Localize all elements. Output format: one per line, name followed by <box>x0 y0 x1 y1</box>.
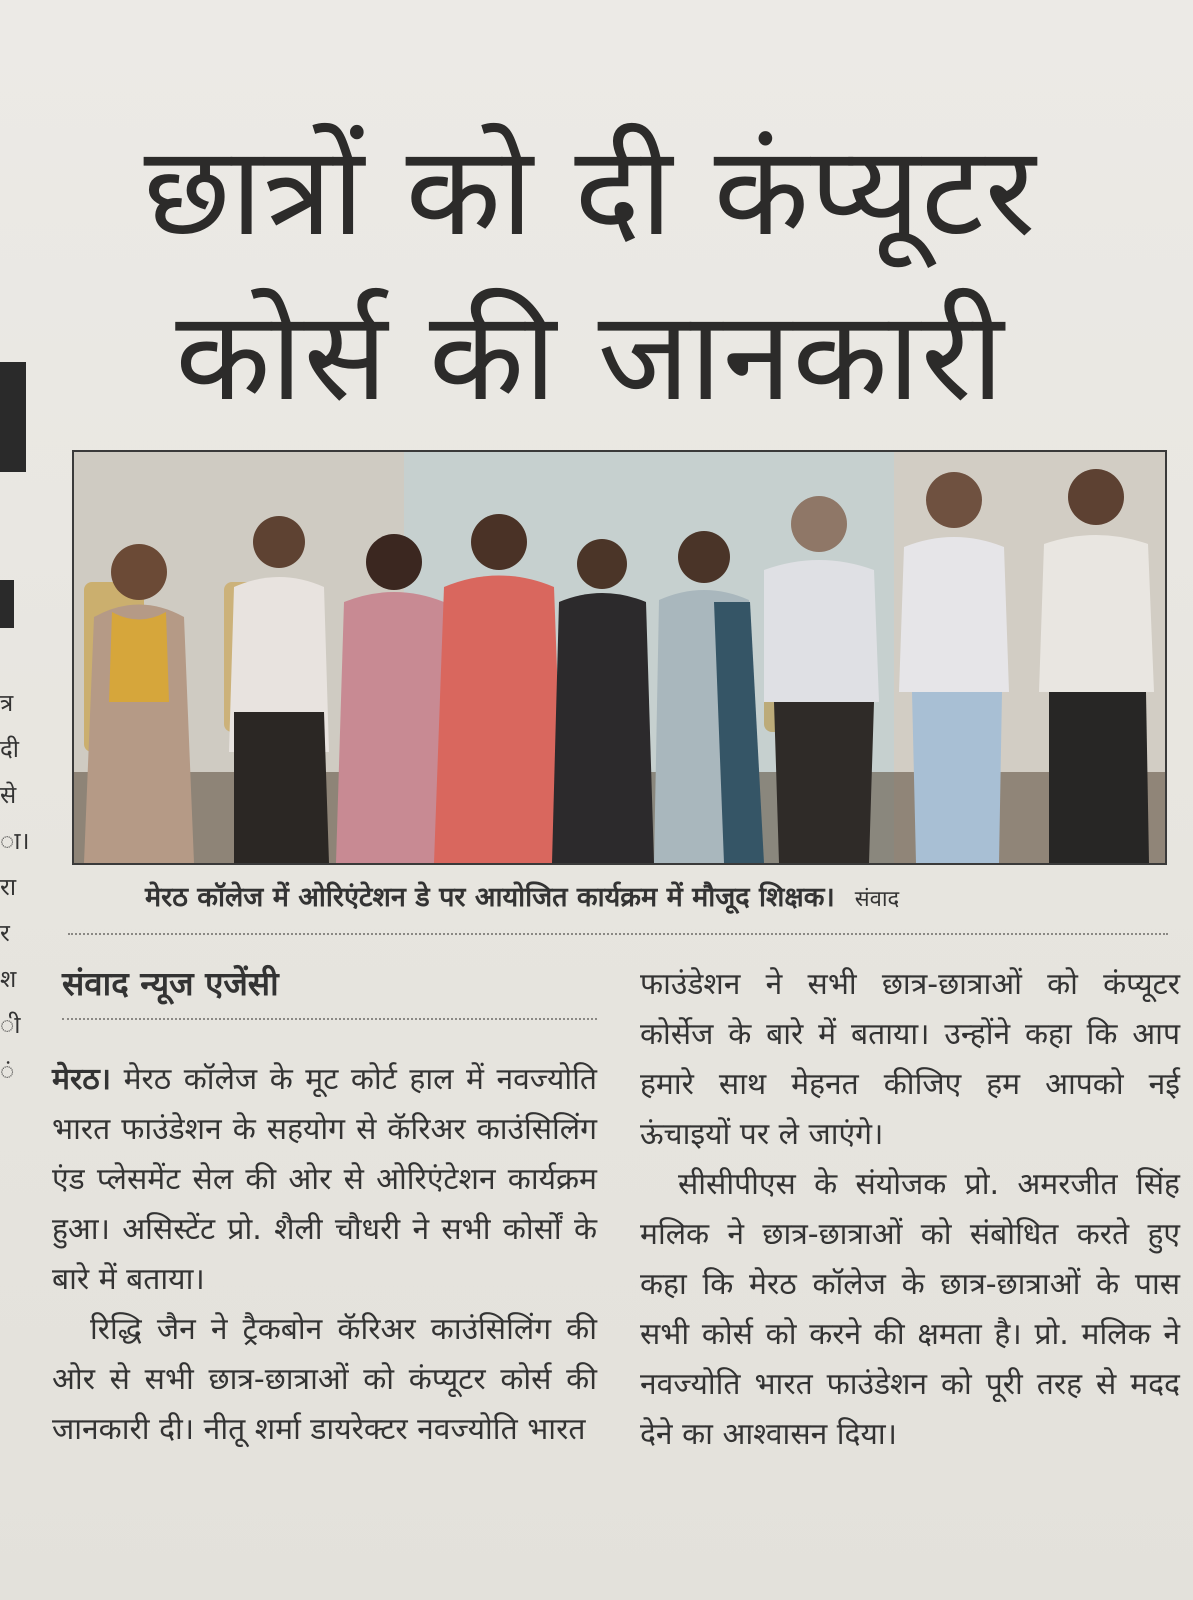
fragment-line: रा <box>0 873 17 901</box>
news-photo <box>72 450 1167 865</box>
photo-caption <box>145 877 1145 921</box>
article-paragraph <box>52 1055 597 1305</box>
headline <box>70 110 1110 440</box>
fragment-line: दी <box>0 735 19 763</box>
paragraph-text: मेरठ कॉलेज के मूट कोर्ट हाल में नवज्योति भारत फाउंडेशन के सहयोग से कॅरिअर काउंसिलिंग एंड प्लेसमेंट सेल की ओर से ओरिएंटेशन कार्यक्रम हुआ। असिस्टेंट प्रो. शैली चौधरी ने सभी कोर्सों के बारे में बताया। <box>52 1062 598 1297</box>
article-column-1 <box>52 1055 597 1455</box>
byline: संवाद न्यूज एजेंसी <box>62 964 279 1003</box>
divider <box>68 933 1168 935</box>
fragment-line: से <box>0 781 17 809</box>
adjacent-headline-fragment-2 <box>0 580 14 628</box>
headline-line-1: छात्रों को दी कंप्यूटर <box>143 120 1037 264</box>
article-column-2 <box>640 960 1180 1460</box>
fragment-line: ी <box>0 1011 21 1039</box>
fragment-line: ं <box>0 1057 15 1085</box>
group-photo-illustration <box>74 452 1165 863</box>
byline-divider <box>62 1018 597 1020</box>
fragment-line: त्र <box>0 689 14 717</box>
adjacent-headline-fragment <box>0 362 26 472</box>
adjacent-column-fragment <box>0 350 30 1150</box>
photo-credit: संवाद <box>854 887 900 912</box>
fragment-line: र <box>0 919 10 947</box>
dateline: मेरठ। <box>52 1062 112 1097</box>
adjacent-text-fragment <box>0 680 30 1094</box>
headline-line-2: कोर्स की जानकारी <box>175 285 1005 429</box>
fragment-line: ा। <box>0 827 30 855</box>
caption-text: मेरठ कॉलेज में ओरिएंटेशन डे पर आयोजित कार्यक्रम में मौजूद शिक्षक। <box>145 882 835 913</box>
article-paragraph: सीसीपीएस के संयोजक प्रो. अमरजीत सिंह मलिक ने छात्र-छात्राओं को संबोधित करते हुए कहा कि मेरठ कॉलेज के छात्र-छात्राओं के पास सभी कोर्स को करने की क्षमता है। प्रो. मलिक ने नवज्योति भारत फाउंडेशन को पूरी तरह से मदद देने का आश्वासन दिया। <box>640 1167 1180 1452</box>
article-paragraph: रिद्धि जैन ने ट्रैकबोन कॅरिअर काउंसिलिंग की ओर से सभी छात्र-छात्राओं को कंप्यूटर कोर्स की जानकारी दी। नीतू शर्मा डायरेक्टर नवज्योति भारत <box>52 1312 597 1447</box>
article-paragraph: फाउंडेशन ने सभी छात्र-छात्राओं को कंप्यूटर कोर्सेज के बारे में बताया। उन्होंने कहा कि आप हमारे साथ मेहनत कीजिए हम आपको नई ऊंचाइयों पर ले जाएंगे। <box>640 967 1180 1152</box>
fragment-line: श <box>0 965 17 993</box>
